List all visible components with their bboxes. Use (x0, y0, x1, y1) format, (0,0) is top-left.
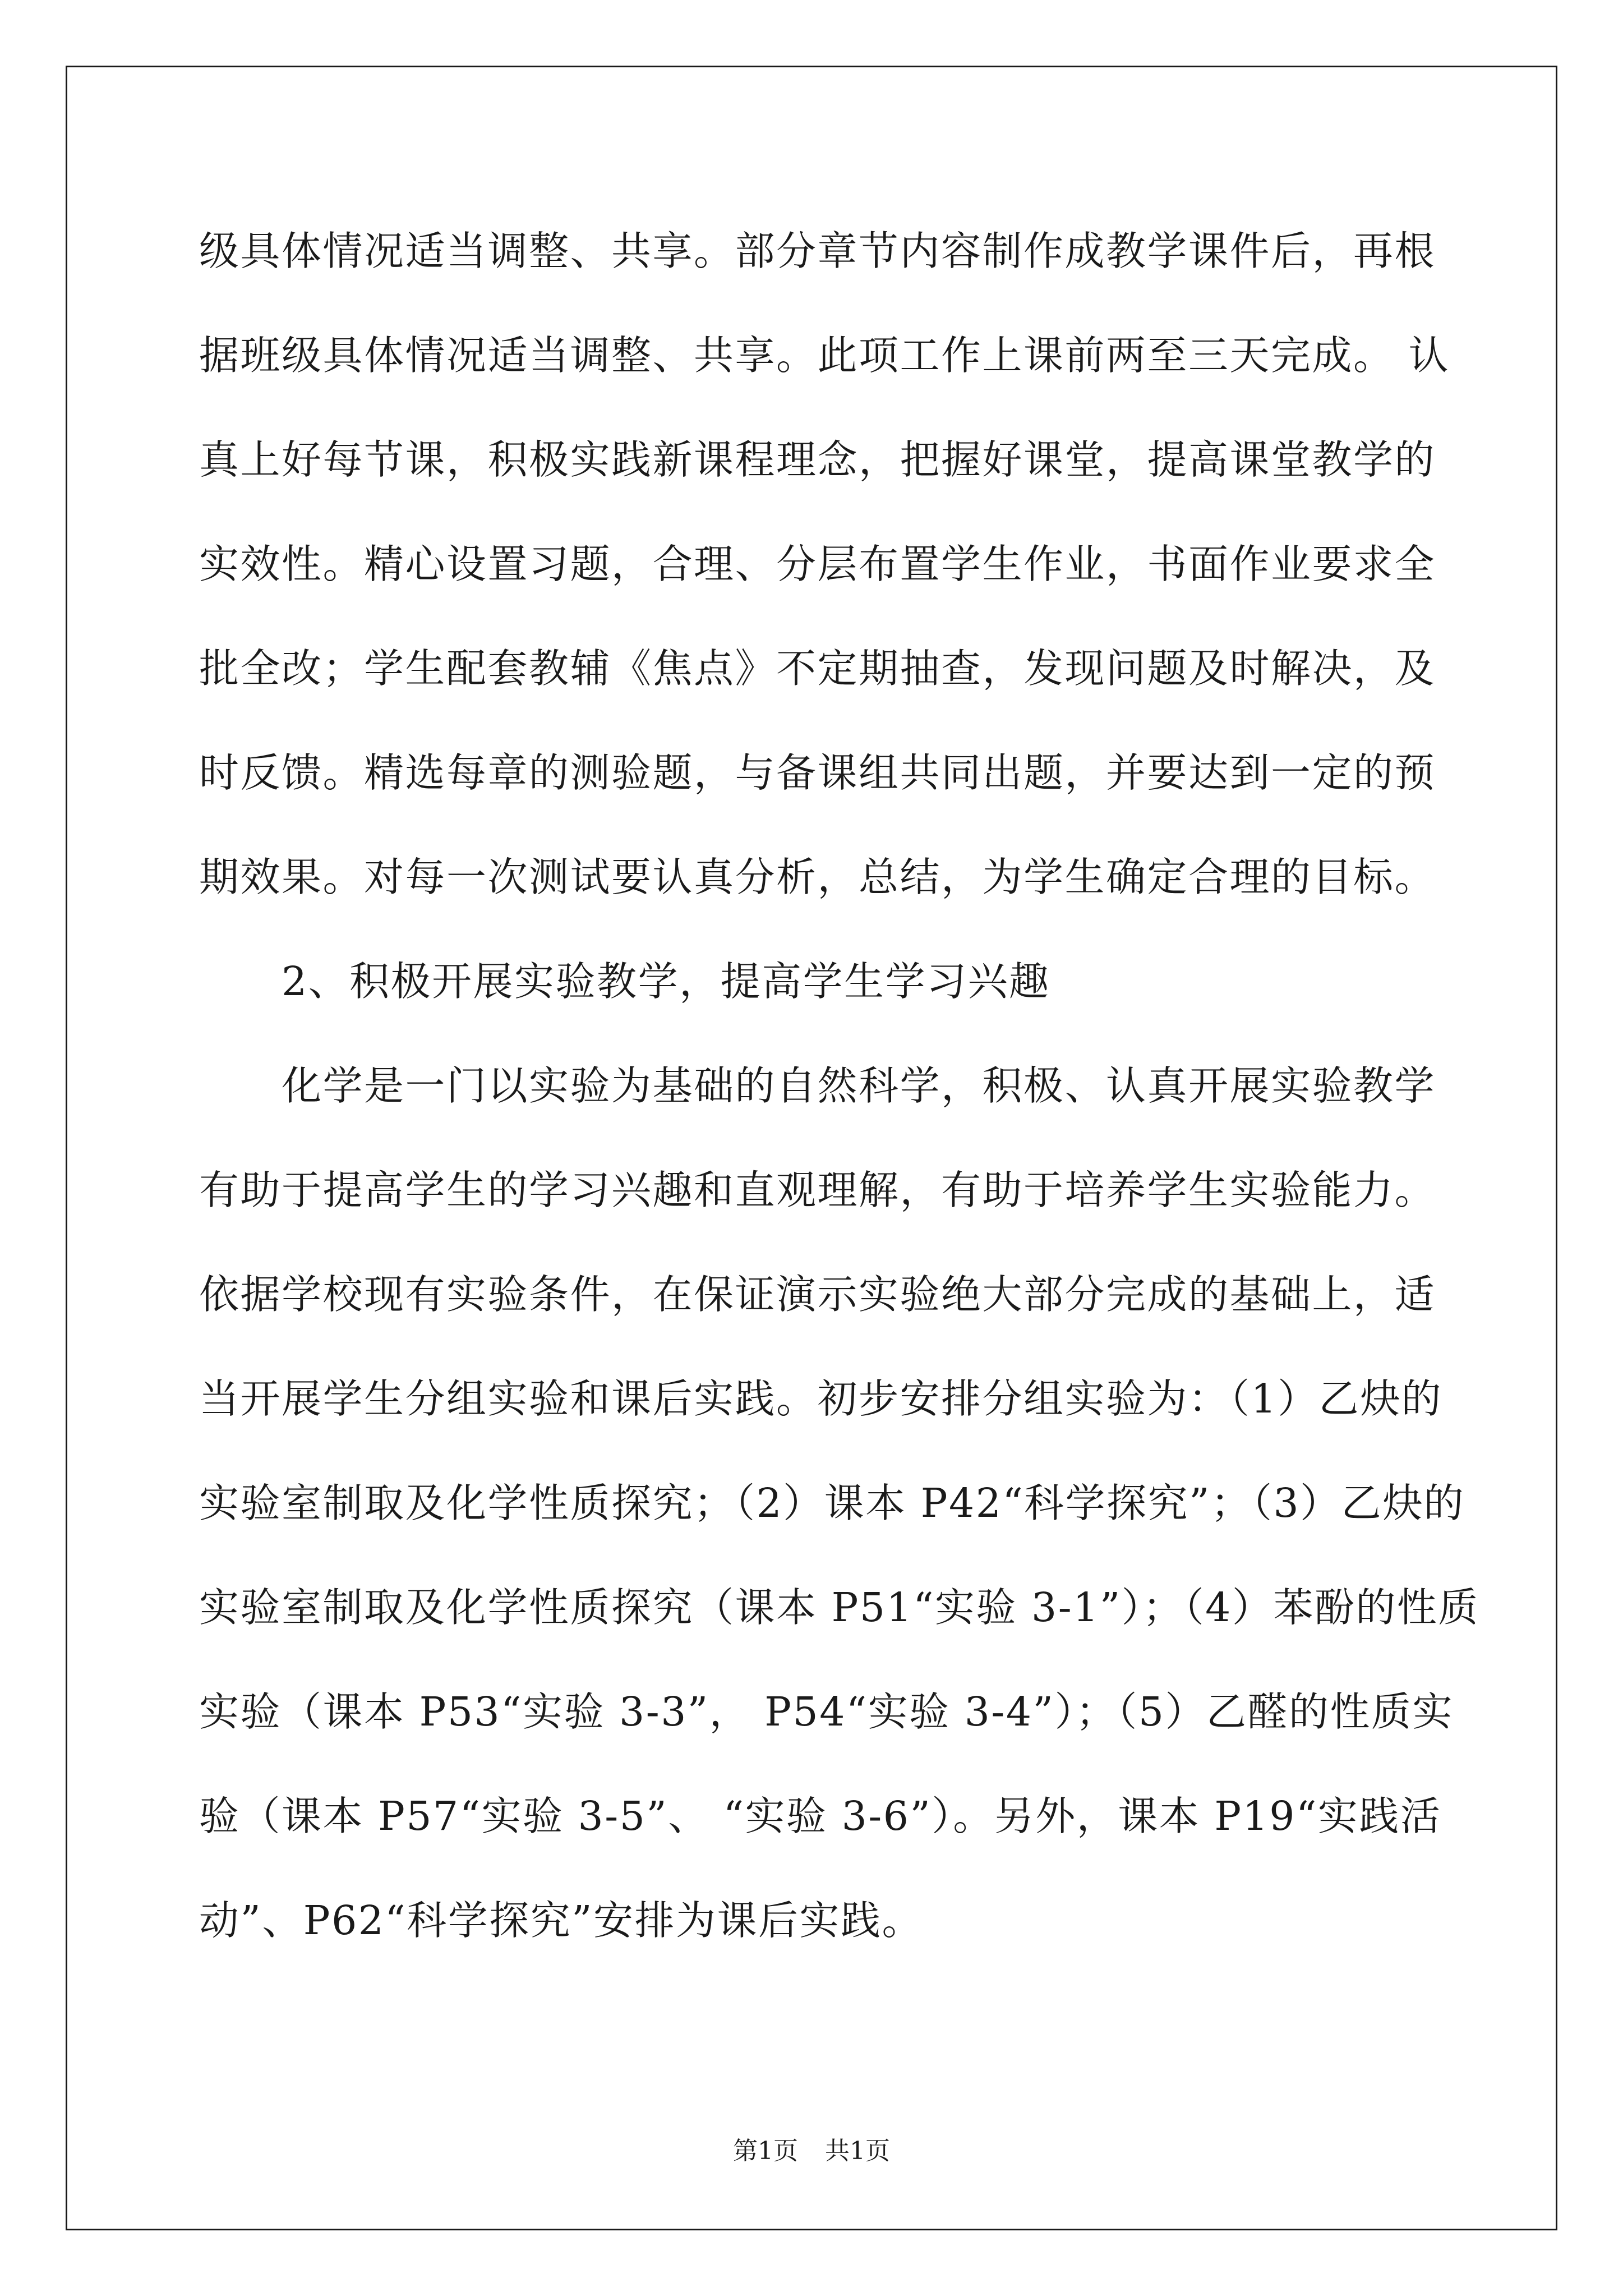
page-footer (0, 2131, 1623, 2166)
paragraph-line: 动”、P62“科学探究”安排为课后实践。 (199, 1897, 924, 1944)
paragraph-line: 依据学校现有实验条件，在保证演示实验绝大部分完成的基础上，适 (199, 1271, 1436, 1318)
paragraph-line: 真上好每节课，积极实践新课程理念，把握好课堂，提高课堂教学的 (199, 436, 1436, 483)
paragraph-line: 验（课本 P57“实验 3-5”、 “实验 3-6”）。另外，课本 P19“实践活 (199, 1793, 1442, 1839)
paragraph-line: 当开展学生分组实验和课后实践。初步安排分组实验为：（1）乙炔的 (199, 1375, 1443, 1422)
paragraph-line: 据班级具体情况适当调整、共享。此项工作上课前两至三天完成。 认 (199, 332, 1450, 379)
paragraph-line: 实验室制取及化学性质探究；（2）课本 P42“科学探究”；（3）乙炔的 (199, 1480, 1465, 1526)
section-heading: 2、积极开展实验教学，提高学生学习兴趣 (282, 958, 1050, 1005)
document-body (199, 199, 1479, 1973)
paragraph-line: 级具体情况适当调整、共享。部分章节内容制作成教学课件后，再根 (199, 228, 1436, 274)
paragraph-line: 实验室制取及化学性质探究（课本 P51“实验 3-1”）；（4）苯酚的性质 (199, 1584, 1479, 1631)
page-total: 共1页 (825, 2137, 890, 2165)
page-number: 第1页 (733, 2137, 798, 2165)
paragraph-line: 批全改；学生配套教辅《焦点》不定期抽查，发现问题及时解决，及 (199, 645, 1436, 692)
paragraph-line: 实验（课本 P53“实验 3-3”， P54“实验 3-4”）；（5）乙醛的性质实 (199, 1688, 1454, 1735)
paragraph-line: 期效果。对每一次测试要认真分析，总结，为学生确定合理的目标。 (199, 854, 1436, 900)
paragraph-line: 化学是一门以实验为基础的自然科学，积极、认真开展实验教学 (282, 1062, 1436, 1109)
paragraph-line: 实效性。精心设置习题，合理、分层布置学生作业，书面作业要求全 (199, 541, 1436, 587)
paragraph-line: 有助于提高学生的学习兴趣和直观理解，有助于培养学生实验能力。 (199, 1167, 1436, 1213)
paragraph-line: 时反馈。精选每章的测验题，与备课组共同出题，并要达到一定的预 (199, 749, 1436, 796)
